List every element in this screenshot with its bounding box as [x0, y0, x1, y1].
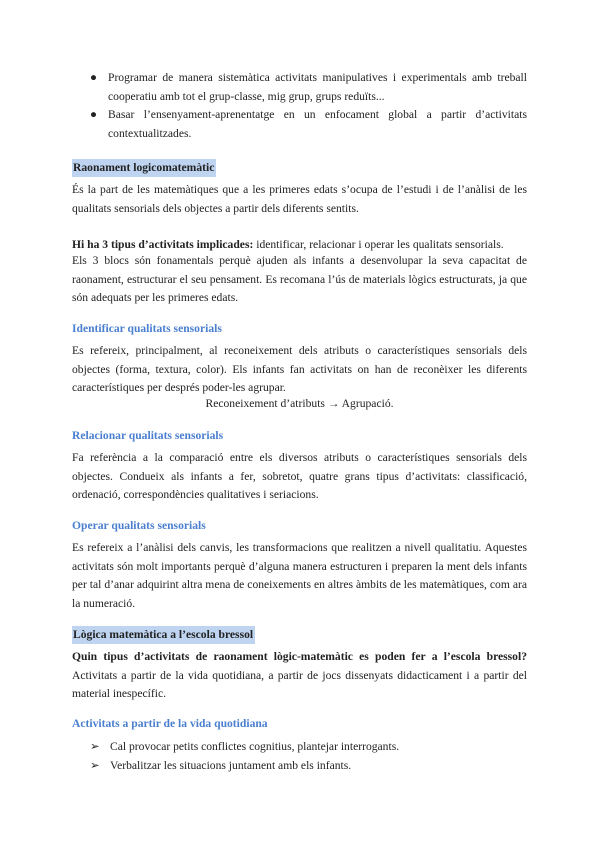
list-item: [90, 757, 527, 776]
subheading-quotidiana: Activitats a partir de la vida quotidiana: [72, 717, 268, 730]
intro-bullet-list: [90, 69, 527, 143]
paragraph-blocs: Els 3 blocs són fonamentals perquè ajuden als infants a desenvolupar la seva capacitat de raonament, estructurar el seu pensament. Es recomana l’ús de materials lògics estructurats, ja que són adequats per les primeres edats.: [72, 254, 527, 304]
arrow-marker: ➢: [90, 740, 100, 753]
formula-line: Reconeixement d’atributs → Agrupació.: [205, 397, 394, 410]
item-text: Verbalitzar les situacions juntament amb els infants.: [110, 758, 352, 772]
list-item: [90, 738, 527, 757]
types-bold-text: Hi ha 3 tipus d’activitats implicades:: [72, 238, 254, 251]
paragraph-definition: És la part de les matemàtiques que a les primeres edats s’ocupa de l’estudi i de l’anàlisi de les qualitats sensorials dels objectes a partir dels diferents sentits.: [72, 183, 527, 215]
section-heading-logica: Lògica matemàtica a l’escola bressol: [72, 626, 255, 644]
bullet-text: Basar l’ensenyament-aprenentatge en un enfocament global a partir d’activitats contextualitzades.: [108, 108, 527, 140]
bullet-marker: ●: [90, 71, 98, 84]
subheading-operar: Operar qualitats sensorials: [72, 519, 206, 532]
section-heading-raonament: Raonament logicomatemàtic: [72, 159, 216, 177]
list-item: [90, 69, 527, 106]
subheading-relacionar: Relacionar qualitats sensorials: [72, 429, 224, 442]
bullet-text: Programar de manera sistemàtica activitats manipulatives i experimentals amb treball cooperatiu amb tot el grup-classe, mig grup, grups reduïts...: [108, 71, 527, 103]
paragraph-operar: Es refereix a l’anàlisi dels canvis, les transformacions que realitzen a nivell qualitatiu. Aquestes activitats són molt importants perquè d’alguna manera estructuren i preparen la ment dels infants per tal d’anar adquirint altra mena de coneixements en altres àmbits de les matemàtiques, com ara la numeració.: [72, 541, 527, 610]
paragraph-relacionar: Fa referència a la comparació entre els diversos atributs o característiques sensorials dels objectes. Condueix als infants a fer, sobretot, quatre grans tipus d’activitats: classificació, ordenació, correspondències qualitatives i seriacions.: [72, 451, 527, 501]
paragraph-identificar: Es refereix, principalment, al reconeixement dels atributs o característiques sensorials dels objectes (forma, textura, color). Els infants fan activitats on han de reconèixer les diferents característiques per després poder-les agrupar.: [72, 344, 527, 394]
bullet-marker: ●: [90, 108, 98, 121]
types-rest-text: identificar, relacionar i operar les qualitats sensorials.: [253, 238, 504, 251]
arrow-marker: ➢: [90, 758, 100, 772]
list-item: [90, 106, 527, 143]
question-rest-text: Activitats a partir de la vida quotidiana, a partir de jocs dissenyats didacticament i a partir del material inespecífic.: [72, 668, 527, 700]
paragraph-question: [72, 648, 527, 704]
quotidiana-list: [90, 738, 527, 775]
item-text: Cal provocar petits conflictes cognitius, plantejar interrogants.: [110, 740, 400, 753]
question-bold-text: Quin tipus d’activitats de raonament lògic-matemàtic es poden fer a l’escola bressol?: [72, 650, 527, 663]
subheading-identificar: Identificar qualitats sensorials: [72, 322, 222, 335]
